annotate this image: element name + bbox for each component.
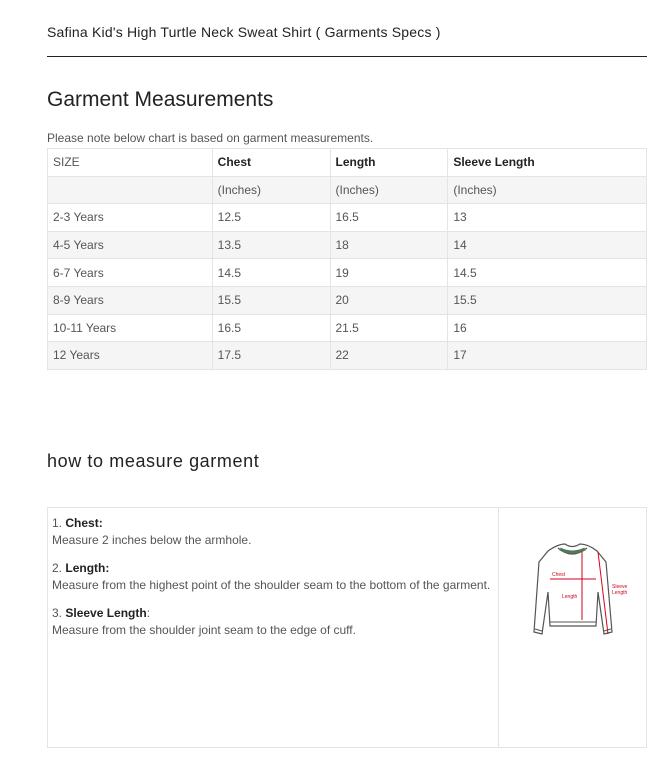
step-label: Sleeve Length <box>65 606 147 620</box>
unit-cell: (Inches) <box>330 176 448 204</box>
sleeve-cell: 16 <box>448 314 647 342</box>
chest-cell: 14.5 <box>212 259 330 287</box>
step-number: 3. <box>52 606 63 620</box>
chest-cell: 16.5 <box>212 314 330 342</box>
measurements-heading: Garment Measurements <box>47 88 274 111</box>
chest-label: Chest <box>552 572 566 578</box>
step-chest <box>52 515 494 549</box>
collar-band <box>560 549 585 552</box>
table-row <box>48 204 647 232</box>
table-row <box>48 259 647 287</box>
step-number: 2. <box>52 561 63 575</box>
measurements-note: Please note below chart is based on garment measurements. <box>47 131 374 145</box>
size-chart-table <box>47 148 647 370</box>
length-cell: 20 <box>330 286 448 314</box>
sleeve-cell: 14.5 <box>448 259 647 287</box>
table-row <box>48 342 647 370</box>
column-header-length: Length <box>330 149 448 177</box>
size-cell: 2-3 Years <box>48 204 213 232</box>
unit-cell: (Inches) <box>448 176 647 204</box>
step-label: Length: <box>65 561 110 575</box>
sleeve-label-line2: Length <box>612 590 628 596</box>
sleeve-cell: 17 <box>448 342 647 370</box>
chest-cell: 17.5 <box>212 342 330 370</box>
step-number: 1. <box>52 516 63 530</box>
table-row <box>48 231 647 259</box>
step-suffix: : <box>146 606 151 620</box>
measure-instructions <box>48 508 499 747</box>
step-description: Measure from the shoulder joint seam to the edge of cuff. <box>52 623 356 637</box>
length-cell: 16.5 <box>330 204 448 232</box>
sleeve-cell: 14 <box>448 231 647 259</box>
length-cell: 21.5 <box>330 314 448 342</box>
how-to-measure-heading: how to measure garment <box>47 451 260 471</box>
table-header-row <box>48 149 647 177</box>
unit-cell: (Inches) <box>212 176 330 204</box>
title-divider <box>47 56 647 57</box>
chest-cell: 15.5 <box>212 286 330 314</box>
length-label: Length <box>562 594 578 600</box>
step-description: Measure 2 inches below the armhole. <box>52 533 252 547</box>
length-cell: 18 <box>330 231 448 259</box>
size-cell: 10-11 Years <box>48 314 213 342</box>
how-to-measure-box <box>47 507 647 748</box>
step-length <box>52 560 494 594</box>
sweatshirt-outline <box>534 544 612 634</box>
units-row <box>48 176 647 204</box>
step-sleeve-length <box>52 605 494 639</box>
table-row <box>48 314 647 342</box>
table-row <box>48 286 647 314</box>
column-header-chest: Chest <box>212 149 330 177</box>
chest-cell: 12.5 <box>212 204 330 232</box>
sweatshirt-illustration <box>500 508 646 747</box>
sleeve-cell: 13 <box>448 204 647 232</box>
unit-cell <box>48 176 213 204</box>
length-cell: 22 <box>330 342 448 370</box>
sleeve-cell: 15.5 <box>448 286 647 314</box>
sleeve-label-line1: Sleeve <box>612 584 628 590</box>
column-header-size: SIZE <box>48 149 213 177</box>
column-header-sleeve-length: Sleeve Length <box>448 149 647 177</box>
size-cell: 12 Years <box>48 342 213 370</box>
size-cell: 6-7 Years <box>48 259 213 287</box>
step-description: Measure from the highest point of the shoulder seam to the bottom of the garment. <box>52 578 491 592</box>
size-cell: 4-5 Years <box>48 231 213 259</box>
length-cell: 19 <box>330 259 448 287</box>
size-cell: 8-9 Years <box>48 286 213 314</box>
left-cuff <box>535 629 542 631</box>
chest-cell: 13.5 <box>212 231 330 259</box>
page-title: Safina Kid's High Turtle Neck Sweat Shirt ( Garments Specs ) <box>47 24 441 40</box>
sweatshirt-diagram <box>500 508 646 747</box>
step-label: Chest: <box>65 516 103 530</box>
